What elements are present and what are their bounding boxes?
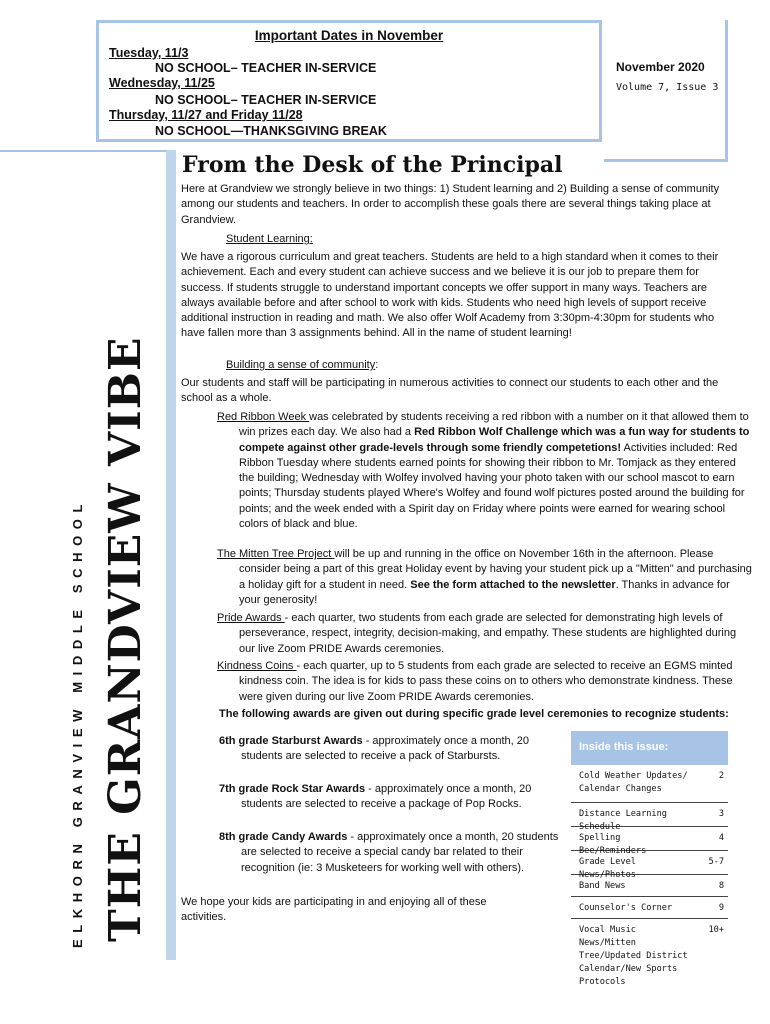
issue-page: 10+ — [708, 925, 724, 935]
red-ribbon-item — [217, 410, 753, 532]
grade-award-6 — [219, 734, 561, 765]
issue-page: 3 — [718, 809, 724, 819]
red-ribbon-text-2: Activities included: Red Ribbon Tuesday where students earned points for showing their ribbon to Mr. Tomjack as they entered the building; Wednesday with Wolfey involved having your photo taken with our school mascot to earn points; Thursday students played Where's Wolfey and found wolf pictures posted around the building for points; and the week ended with a Spirit day on Friday where points were earned for wearing school colors of black and blue. — [239, 441, 745, 531]
kindness-coins-label: Kindness Coins — [217, 660, 297, 672]
kindness-coins-text: - each quarter, up to 5 students from each grade are selected to receive an EGMS minted kindness coin. The idea is for kids to pass these coins on to others who demonstrate kindness. These were given during our live Zoom PRIDE Awards ceremonies. — [239, 660, 733, 703]
issue-info-box — [604, 20, 728, 162]
learning-subheading: Student Learning: — [226, 233, 313, 245]
grade-award-7-text: - approximately once a month, 20 students are selected to receive a package of Pop Rocks. — [241, 783, 532, 811]
grade-award-8-text: - approximately once a month, 20 students are selected to receive a special candy bar related to their recognition (ie: 3 Musketeers for working well with others). — [241, 831, 559, 874]
mitten-tree-label: The Mitten Tree Project — [217, 548, 335, 560]
pride-awards-label: Pride Awards — [217, 612, 285, 624]
inside-issue-box — [571, 731, 728, 987]
community-subheading-text: Building a sense of community — [226, 359, 376, 371]
date-entry-2-date: Wednesday, 11/25 — [109, 76, 215, 90]
grade-award-8-name: 8th grade Candy Awards — [219, 831, 348, 843]
red-ribbon-label: Red Ribbon Week — [217, 411, 310, 423]
red-ribbon-text-1: was celebrated by students receiving a red ribbon with a number on it that allowed them to win prizes each day. We also had a — [239, 411, 749, 439]
sidebar-divider — [0, 150, 176, 152]
issue-topic: Distance Learning Schedule — [579, 809, 667, 832]
mitten-tree-text-1: will be up and running in the office on November 16th in the afternoon. Please consider being a part of this great Holiday event by having your student pick up a "Mitten" and purchasing a holiday gift for a student in need. — [239, 548, 752, 591]
grade-award-7 — [219, 782, 561, 813]
pride-awards-item — [217, 611, 753, 657]
kindness-coins-item — [217, 659, 753, 705]
grade-award-6-text: - approximately once a month, 20 students are selected to receive a pack of Starbursts. — [241, 735, 529, 763]
grade-award-6-name: 6th grade Starburst Awards — [219, 735, 363, 747]
pride-awards-text: - each quarter, two students from each grade are selected for demonstrating high levels of perseverance, respect, integrity, decision-making, and empathy. These students are highlighted during our live Zoom PRIDE Awards ceremonies. — [239, 612, 737, 655]
red-ribbon-bold: Red Ribbon Wolf Challenge which was a fun way for students to compete against other grade-levels through some friendly competetions! — [239, 426, 750, 454]
issue-row[interactable] — [571, 875, 728, 897]
grade-award-7-name: 7th grade Rock Star Awards — [219, 783, 366, 795]
date-entry-1-date: Tuesday, 11/3 — [109, 46, 189, 60]
issue-topic: Grade Level News/Photos — [579, 857, 636, 880]
date-entry-1-event: NO SCHOOL– TEACHER IN-SERVICE — [155, 61, 377, 75]
grade-award-8 — [219, 830, 561, 876]
learning-paragraph: We have a rigorous curriculum and great teachers. Students are held to a high standard when it comes to their achievement. Each and every student can achieve success and we believe it is our job to prepare them for success. If students struggle to understand important concepts we offer support in many ways. Teachers are always available before and after school to work with kids. Students who need high levels of support receive additional instruction in reading and math. We also offer Wolf Academy from 3:30pm-4:30pm for students who have fallen more than 3 assignments behind. All in the name of student learning! — [181, 251, 719, 340]
inside-issue-header: Inside this issue: — [571, 731, 728, 765]
issue-topic: Counselor's Corner — [579, 903, 673, 913]
community-subheading — [226, 359, 378, 371]
issue-page: 4 — [718, 833, 724, 843]
newsletter-title-vertical: THE GRANDVIEW VIBE — [100, 336, 151, 942]
date-entry-2-event: NO SCHOOL– TEACHER IN-SERVICE — [155, 93, 377, 107]
issue-row[interactable] — [571, 919, 728, 987]
community-subheading-colon: : — [375, 359, 379, 371]
principal-heading: From the Desk of the Principal — [182, 152, 563, 178]
issue-topic: Spelling Bee/Reminders — [579, 833, 647, 856]
issue-page: 8 — [718, 881, 724, 891]
community-paragraph: Our students and staff will be participating in numerous activities to connect our students to each other and the school as a whole. — [181, 377, 719, 405]
mitten-tree-bold: See the form attached to the newsletter — [410, 578, 616, 591]
issue-row[interactable] — [571, 765, 728, 803]
school-name-vertical: ELKHORN GRANVIEW MIDDLE SCHOOL — [70, 497, 85, 948]
date-entry-3-event: NO SCHOOL—THANKSGIVING BREAK — [155, 124, 387, 138]
issue-row[interactable] — [571, 851, 728, 880]
issue-month: November 2020 — [616, 60, 705, 74]
issue-page: 9 — [718, 903, 724, 913]
important-dates-title: Important Dates in November — [254, 28, 444, 43]
date-entry-3-date: Thursday, 11/27 and Friday 11/28 — [109, 108, 303, 122]
principal-intro: Here at Grandview we strongly believe in two things: 1) Student learning and 2) Building a sense of community among our students and teachers. In order to accomplish these goals there are several things taking place at Grandview. — [181, 183, 720, 226]
awards-heading: The following awards are given out during specific grade level ceremonies to recognize students: — [219, 708, 729, 720]
issue-topic: Band News — [579, 881, 626, 891]
mitten-tree-item — [217, 547, 753, 608]
important-dates-box — [96, 20, 602, 142]
issue-page: 5-7 — [708, 857, 724, 867]
issue-volume: Volume 7, Issue 3 — [616, 82, 719, 93]
issue-topic: Vocal Music News/Mitten Tree/Updated District Calendar/New Sports Protocols — [579, 925, 688, 987]
mitten-tree-text-2: . Thanks in advance for your generosity! — [239, 578, 730, 606]
issue-topic: Cold Weather Updates/ Calendar Changes — [579, 771, 688, 794]
issue-row[interactable] — [571, 897, 728, 919]
issue-row[interactable] — [571, 827, 728, 856]
issue-row[interactable] — [571, 803, 728, 832]
closing-paragraph: We hope your kids are participating in and enjoying all of these activities. — [181, 896, 487, 924]
sidebar-bar — [166, 150, 176, 960]
issue-page: 2 — [718, 771, 724, 781]
